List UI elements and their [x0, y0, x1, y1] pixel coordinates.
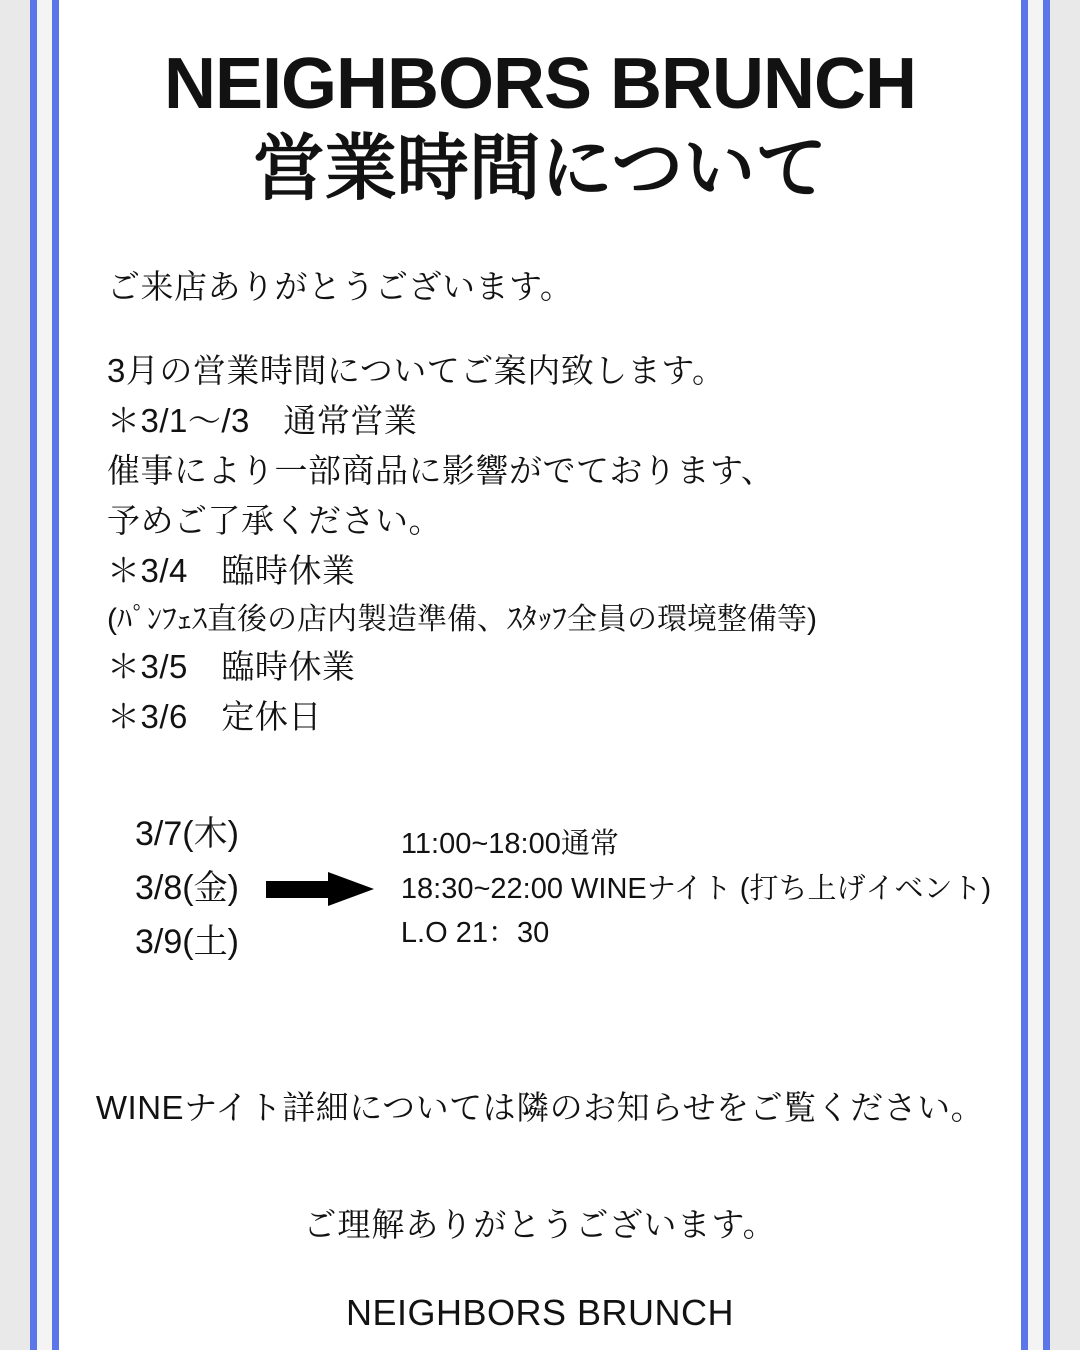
arrow-container	[245, 872, 395, 906]
notice-line-4: ＊3/4 臨時休業	[107, 552, 356, 590]
blue-rule-right-inner	[1021, 0, 1028, 1350]
schedule-time-3: L.O 21：30	[400, 917, 550, 950]
schedule-dates	[135, 808, 239, 969]
blue-rule-left-inner	[52, 0, 59, 1350]
poster-paper	[59, 0, 1021, 1350]
blue-rule-left-outer	[30, 0, 37, 1350]
poster-content	[59, 0, 1021, 1350]
blue-rule-right-outer	[1043, 0, 1050, 1350]
right-arrow-icon	[266, 872, 374, 906]
signature-line: NEIGHBORS BRUNCH	[345, 1291, 735, 1333]
schedule-date-1: 3/7(木)	[135, 815, 239, 854]
notice-line-2: 催事により一部商品に影響がでております、	[107, 452, 775, 490]
wine-night-note: WINEナイト詳細については隣のお知らせをご覧ください。	[95, 1088, 985, 1126]
body-text	[81, 262, 999, 743]
schedule-date-3: 3/9(土)	[135, 922, 239, 961]
arrow-head	[328, 872, 374, 906]
notice-line-3: 予めご了承ください。	[107, 502, 442, 540]
notice-line-6: ＊3/5 臨時休業	[107, 648, 356, 686]
body-gap	[107, 312, 999, 346]
arrow-shaft	[266, 881, 334, 898]
schedule-block	[81, 808, 999, 969]
page-title-en: NEIGHBORS BRUNCH	[163, 44, 917, 124]
notice-line-5: (ﾊﾟﾝﾌｪｽ直後の店内製造準備、ｽﾀｯﾌ全員の環境整備等)	[107, 602, 817, 636]
intro-line: 3月の営業時間についてご案内致します。	[107, 351, 726, 389]
schedule-date-2: 3/8(金)	[135, 869, 239, 908]
closing-line: ご理解ありがとうございます。	[303, 1205, 777, 1243]
schedule-times	[401, 822, 991, 957]
notice-line-1: ＊3/1～/3 通常営業	[107, 401, 418, 439]
notice-line-7: ＊3/6 定休日	[107, 698, 322, 736]
page-title-jp: 営業時間について	[252, 128, 828, 209]
outer-right-edge	[1050, 0, 1080, 1350]
schedule-time-2: 18:30~22:00 WINEナイト (打ち上げイベント)	[400, 872, 992, 905]
schedule-time-1: 11:00~18:00通常	[400, 827, 619, 860]
outer-left-edge	[0, 0, 30, 1350]
greeting-line: ご来店ありがとうございます。	[107, 267, 574, 305]
